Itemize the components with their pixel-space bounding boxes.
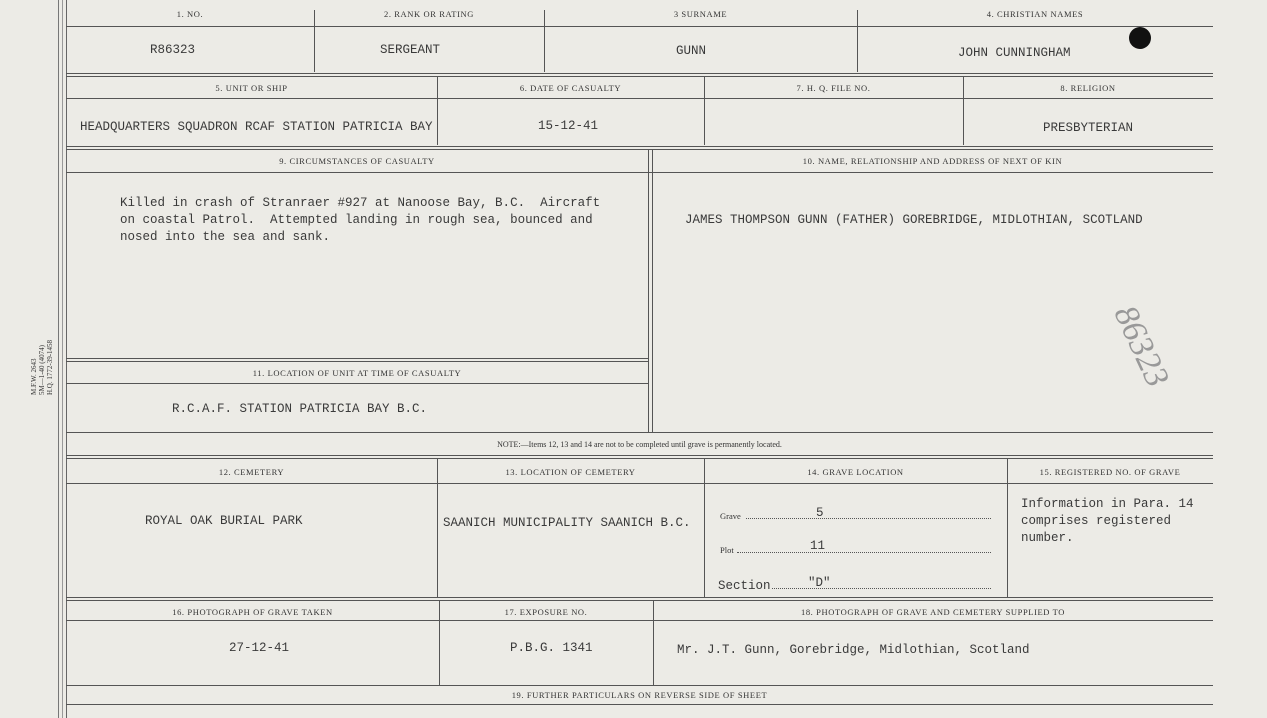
rule [704,459,705,597]
rule [66,483,1213,484]
rule [437,77,438,145]
cemetery-location: SAANICH MUNICIPALITY SAANICH B.C. [443,516,691,530]
next-of-kin: JAMES THOMPSON GUNN (FATHER) GOREBRIDGE, MIDLOTHIAN, SCOTLAND [685,213,1143,227]
header-exposure-no: 17. EXPOSURE NO. [504,607,588,617]
footer-further-particulars: 19. FURTHER PARTICULARS ON REVERSE SIDE OF SHEET [511,690,768,700]
header-photo-taken: 16. PHOTOGRAPH OF GRAVE TAKEN [172,607,333,617]
date-of-casualty: 15-12-41 [538,119,599,133]
header-cemetery-location: 13. LOCATION OF CEMETERY [505,467,636,477]
header-hq-file: 7. H. Q. FILE NO. [796,83,871,93]
header-no: 1. NO. [176,9,204,19]
margin-line [58,0,59,718]
punch-hole [1129,27,1151,49]
margin-line [62,0,63,718]
rule [66,73,1213,74]
grave-label: Grave [720,511,741,521]
rule [544,10,545,72]
header-unit: 5. UNIT OR SHIP [215,83,288,93]
form-number: M.F.W. 2643 5M—1-40 (4074) H.Q. 1772-39-1458 [30,339,54,395]
exposure-number: P.B.G. 1341 [510,641,593,655]
registered-number: Information in Para. 14 comprises registered number. [1021,497,1194,545]
section-label: Section [718,579,771,593]
photo-supplied-to: Mr. J.T. Gunn, Gorebridge, Midlothian, Scotland [677,643,1030,657]
header-cemetery: 12. CEMETERY [218,467,285,477]
section-dots [772,588,991,589]
rule [66,597,1213,598]
header-photo-supplied: 18. PHOTOGRAPH OF GRAVE AND CEMETERY SUPPLIED TO [800,607,1065,617]
rule [66,172,1213,173]
rule [314,10,315,72]
grave-dots [746,518,991,519]
rule [66,76,1213,77]
header-date-casualty: 6. DATE OF CASUALTY [519,83,622,93]
rule [66,432,1213,433]
rule [704,77,705,145]
header-surname: 3 SURNAME [673,9,728,19]
rule [66,146,1213,147]
rule [857,10,858,72]
plot-dots [737,552,991,553]
location-of-unit: R.C.A.F. STATION PATRICIA BAY B.C. [172,402,428,416]
photo-taken-date: 27-12-41 [229,641,290,655]
rule [66,458,1213,459]
christian-names: JOHN CUNNINGHAM [958,46,1071,60]
religion: PRESBYTERIAN [1043,121,1134,135]
handwritten-annotation: 86323 [1106,300,1176,393]
rule [963,77,964,145]
header-religion: 8. RELIGION [1060,83,1116,93]
circumstances-text: Killed in crash of Stranraer #927 at Nanoose Bay, B.C. Aircraft on coastal Patrol. Attempted landing in rough sea, bounced and nosed into the sea and sank. [120,196,601,244]
header-grave-location: 14. GRAVE LOCATION [807,467,904,477]
rule [66,361,648,362]
cemetery: ROYAL OAK BURIAL PARK [145,514,303,528]
rule [648,150,649,432]
grave-number: 5 [816,506,824,520]
header-location-unit: 11. LOCATION OF UNIT AT TIME OF CASUALTY [252,368,462,378]
unit: HEADQUARTERS SQUADRON RCAF STATION PATRICIA BAY [80,120,433,134]
surname: GUNN [676,44,707,58]
rank: SERGEANT [380,43,441,57]
header-christian-names: 4. CHRISTIAN NAMES [986,9,1084,19]
header-registered-no: 15. REGISTERED NO. OF GRAVE [1039,467,1181,477]
rule [66,358,648,359]
header-circumstances: 9. CIRCUMSTANCES OF CASUALTY [279,156,435,166]
section-value: "D" [808,576,831,590]
rule [66,149,1213,150]
plot-label: Plot [720,545,734,555]
rule [437,459,438,597]
header-rank: 2. RANK OR RATING [383,9,474,19]
rule [66,685,1213,686]
rule [66,98,1213,99]
plot-number: 11 [810,539,826,553]
note-text: NOTE:—Items 12, 13 and 14 are not to be completed until grave is permanently located. [497,440,782,449]
rule [66,704,1213,705]
rule [66,26,1213,27]
service-number: R86323 [150,43,196,57]
rule [66,600,1213,601]
rule [66,455,1213,456]
rule [66,620,1213,621]
header-next-of-kin: 10. NAME, RELATIONSHIP AND ADDRESS OF NEXT OF KIN [802,156,1063,166]
rule [66,383,648,384]
rule [1007,459,1008,597]
rule [652,150,653,432]
